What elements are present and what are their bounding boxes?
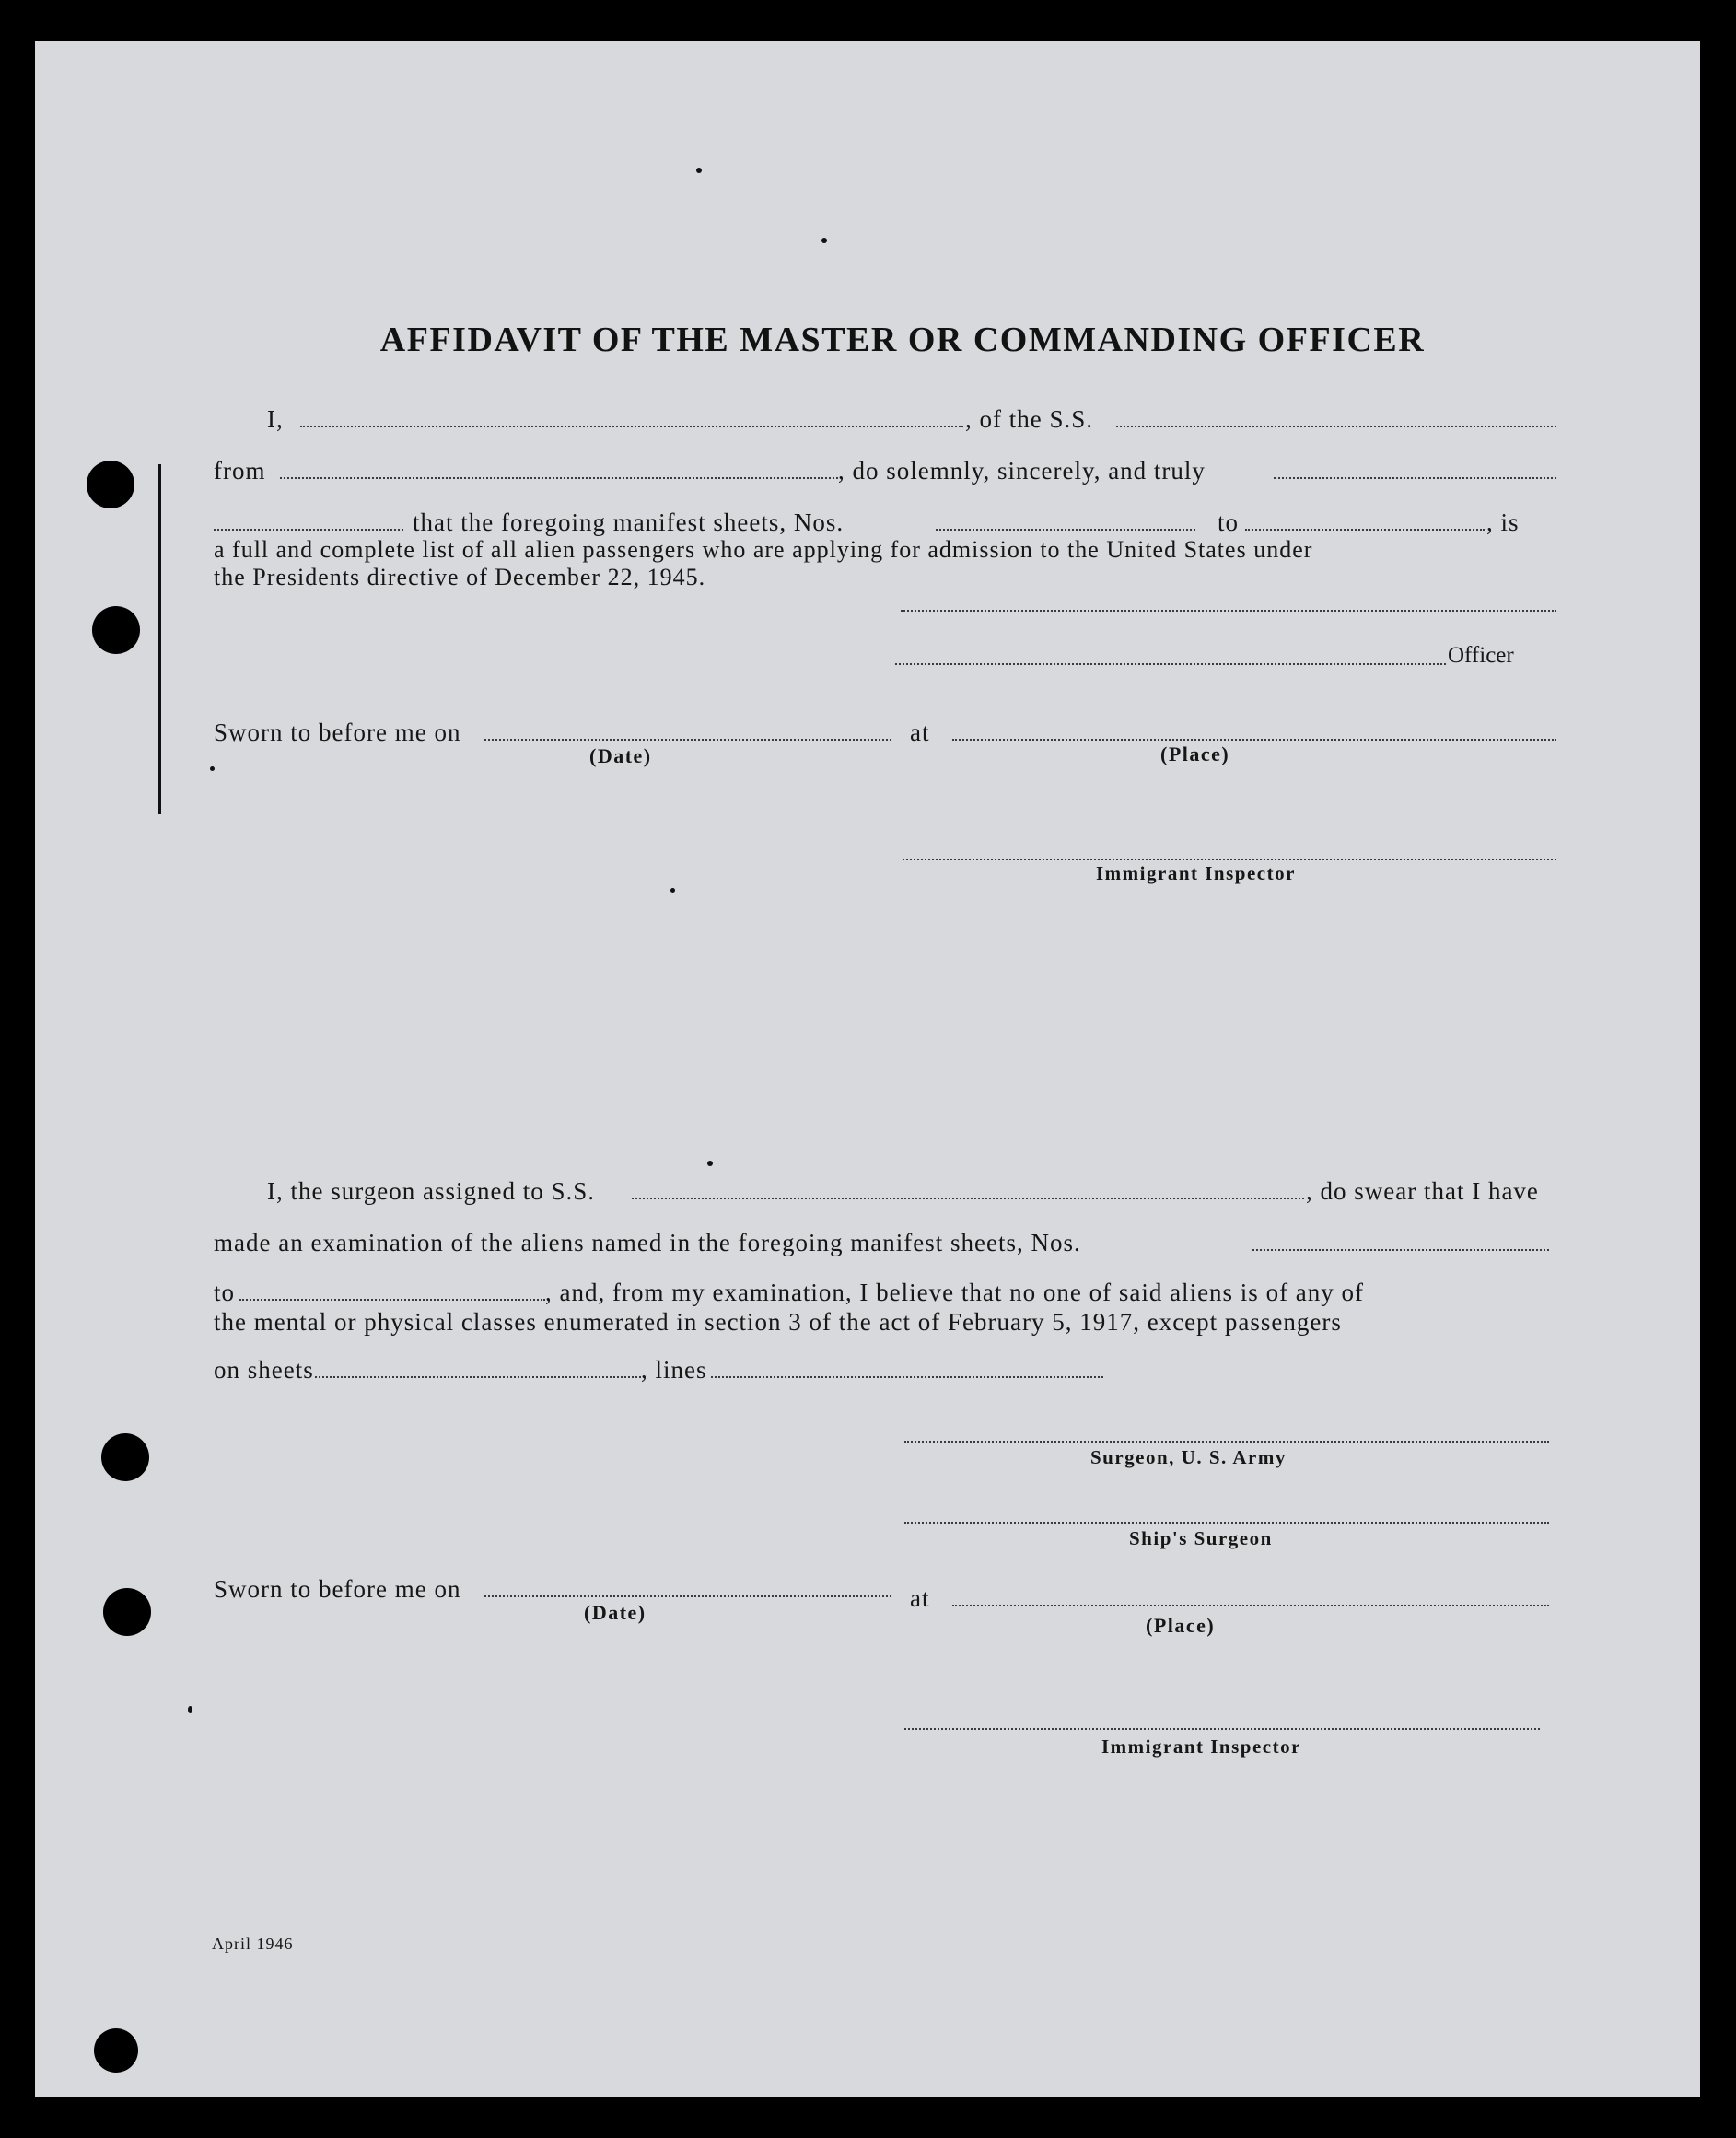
officer-signature-field[interactable]: [895, 663, 1446, 665]
sworn-label-2: Sworn to before me on: [214, 1575, 461, 1603]
oath-word-field[interactable]: [214, 529, 403, 531]
oath-field[interactable]: [1274, 477, 1556, 479]
inspector-caption-1: Immigrant Inspector: [1096, 862, 1296, 884]
sworn-label-1: Sworn to before me on: [214, 719, 461, 746]
inspector-signature-field-1[interactable]: [903, 859, 1556, 860]
do-solemnly-label: , do solemnly, sincerely, and truly: [838, 457, 1206, 485]
place-caption-1: (Place): [1160, 742, 1230, 765]
punch-hole: [103, 1588, 151, 1636]
at-label-2: at: [910, 1584, 930, 1612]
surgeon-line-1-start: I, the surgeon assigned to S.S.: [267, 1177, 595, 1205]
at-label-1: at: [910, 719, 930, 746]
surgeon-sheets-to-field[interactable]: [239, 1299, 545, 1301]
speck: [696, 168, 702, 173]
sheets-from-field[interactable]: [936, 529, 1195, 531]
inspector-signature-field-2[interactable]: [904, 1728, 1540, 1730]
speck: [188, 1706, 192, 1713]
master-i-label: I,: [267, 405, 284, 433]
from-label: from: [214, 457, 266, 485]
ships-surgeon-signature-field[interactable]: [904, 1522, 1549, 1524]
sworn-place-field-1[interactable]: [952, 739, 1556, 741]
army-surgeon-caption: Surgeon, U. S. Army: [1090, 1446, 1287, 1468]
from-port-field[interactable]: [280, 477, 838, 479]
ship-name-field[interactable]: [1116, 426, 1556, 427]
surgeon-line-1-end: , do swear that I have: [1306, 1177, 1539, 1205]
date-caption-1: (Date): [589, 744, 652, 767]
sheets-to-field[interactable]: [1245, 529, 1485, 531]
surgeon-to-label: to: [214, 1279, 236, 1306]
sworn-date-field-1[interactable]: [484, 739, 891, 741]
margin-mark: [158, 464, 161, 814]
except-sheets-field[interactable]: [315, 1376, 641, 1378]
sworn-place-field-2[interactable]: [952, 1605, 1549, 1606]
punch-hole: [87, 461, 134, 508]
army-surgeon-signature-field[interactable]: [904, 1441, 1549, 1443]
officer-label: Officer: [1448, 643, 1514, 668]
form-page: [35, 41, 1700, 2097]
speck: [670, 888, 675, 893]
except-lines-field[interactable]: [711, 1376, 1103, 1378]
master-signature-field[interactable]: [901, 610, 1556, 612]
punch-hole: [92, 606, 140, 654]
form-date-footer: April 1946: [212, 1934, 294, 1953]
sworn-date-field-2[interactable]: [484, 1595, 891, 1597]
to-label: to: [1218, 508, 1240, 536]
inspector-caption-2: Immigrant Inspector: [1101, 1735, 1301, 1758]
directive-text: the Presidents directive of December 22, 1945.: [214, 564, 706, 590]
punch-hole: [94, 2028, 138, 2073]
date-caption-2: (Date): [584, 1601, 647, 1624]
speck: [707, 1161, 713, 1166]
foregoing-sheets-label: that the foregoing manifest sheets, Nos.: [413, 508, 845, 536]
form-title: AFFIDAVIT OF THE MASTER OR COMMANDING OFFICER: [379, 321, 1426, 359]
full-list-text: a full and complete list of all alien passengers who are applying for admission to the United States under: [214, 536, 1313, 563]
speck: [210, 766, 215, 771]
surgeon-ship-field[interactable]: [632, 1198, 1304, 1199]
punch-hole: [101, 1433, 149, 1481]
place-caption-2: (Place): [1146, 1614, 1216, 1637]
surgeon-line-2: made an examination of the aliens named in the foregoing manifest sheets, Nos.: [214, 1229, 1081, 1256]
is-label: , is: [1486, 508, 1520, 536]
speck: [821, 238, 827, 243]
surgeon-line-3-end: , and, from my examination, I believe that no one of said aliens is of any of: [545, 1279, 1365, 1306]
surgeon-sheets-field[interactable]: [1252, 1249, 1549, 1251]
on-sheets-label: on sheets: [214, 1356, 314, 1384]
ships-surgeon-caption: Ship's Surgeon: [1129, 1527, 1273, 1549]
lines-label: , lines: [641, 1356, 707, 1384]
master-name-field[interactable]: [300, 426, 963, 427]
of-the-ss-label: , of the S.S.: [965, 405, 1094, 433]
surgeon-line-4: the mental or physical classes enumerated in section 3 of the act of February 5, 1917, except passengers: [214, 1308, 1342, 1336]
